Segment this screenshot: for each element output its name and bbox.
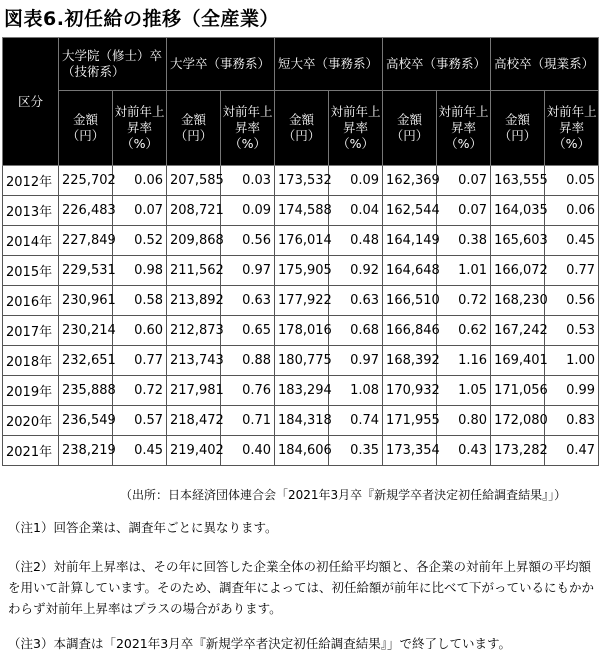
rate-cell: 1.05: [437, 376, 491, 406]
rate-header: 対前年上昇率（%）: [545, 91, 599, 166]
rate-cell: 0.99: [545, 376, 599, 406]
amount-cell: 166,510: [383, 286, 437, 316]
rate-cell: 0.56: [545, 286, 599, 316]
rate-cell: 0.07: [437, 166, 491, 196]
rate-cell: 0.97: [221, 256, 275, 286]
year-cell: 2020年: [3, 406, 59, 436]
group-header-high-school-field: 高校卒（現業系）: [491, 38, 599, 91]
rate-cell: 0.88: [221, 346, 275, 376]
year-cell: 2014年: [3, 226, 59, 256]
amount-cell: 229,531: [59, 256, 113, 286]
amount-header: 金額（円）: [383, 91, 437, 166]
amount-cell: 167,242: [491, 316, 545, 346]
amount-cell: 174,588: [275, 196, 329, 226]
rate-cell: 0.45: [113, 436, 167, 466]
amount-cell: 175,905: [275, 256, 329, 286]
rate-cell: 0.80: [437, 406, 491, 436]
amount-cell: 178,016: [275, 316, 329, 346]
note-3: （注3）本調査は「2021年3月卒『新規学卒者決定初任給調査結果』」で終了しています。: [8, 636, 511, 651]
amount-cell: 180,775: [275, 346, 329, 376]
amount-cell: 173,532: [275, 166, 329, 196]
rate-cell: 0.38: [437, 226, 491, 256]
rate-cell: 0.57: [113, 406, 167, 436]
table-row: [3, 436, 599, 466]
group-header-high-school-office: 高校卒（事務系）: [383, 38, 491, 91]
amount-cell: 170,932: [383, 376, 437, 406]
amount-header: 金額（円）: [275, 91, 329, 166]
amount-header: 金額（円）: [59, 91, 113, 166]
amount-cell: 166,072: [491, 256, 545, 286]
year-cell: 2013年: [3, 196, 59, 226]
rate-cell: 0.05: [545, 166, 599, 196]
rate-cell: 1.01: [437, 256, 491, 286]
amount-cell: 183,294: [275, 376, 329, 406]
year-cell: 2017年: [3, 316, 59, 346]
amount-cell: 171,056: [491, 376, 545, 406]
rate-cell: 1.00: [545, 346, 599, 376]
amount-cell: 207,585: [167, 166, 221, 196]
rate-cell: 0.60: [113, 316, 167, 346]
rate-header: 対前年上昇率（%）: [113, 91, 167, 166]
rate-cell: 0.52: [113, 226, 167, 256]
amount-header: 金額（円）: [167, 91, 221, 166]
note-1: （注1）回答企業は、調査年ごとに異なります。: [8, 520, 278, 535]
rate-cell: 0.56: [221, 226, 275, 256]
page-title: 図表6.初任給の推移（全産業）: [4, 8, 279, 30]
rate-cell: 0.07: [437, 196, 491, 226]
group-header-university: 大学卒（事務系）: [167, 38, 275, 91]
rate-cell: 0.77: [545, 256, 599, 286]
rate-cell: 0.06: [545, 196, 599, 226]
table-row: [3, 166, 599, 196]
rate-header: 対前年上昇率（%）: [221, 91, 275, 166]
amount-cell: 164,035: [491, 196, 545, 226]
table-row: [3, 316, 599, 346]
group-header-graduate: 大学院（修士）卒（技術系）: [59, 38, 167, 91]
amount-cell: 226,483: [59, 196, 113, 226]
amount-cell: 217,981: [167, 376, 221, 406]
amount-cell: 213,743: [167, 346, 221, 376]
amount-cell: 177,922: [275, 286, 329, 316]
year-cell: 2016年: [3, 286, 59, 316]
table-body: [3, 166, 599, 466]
amount-cell: 218,472: [167, 406, 221, 436]
rate-cell: 1.08: [329, 376, 383, 406]
amount-cell: 211,562: [167, 256, 221, 286]
amount-cell: 236,549: [59, 406, 113, 436]
rate-header: 対前年上昇率（%）: [437, 91, 491, 166]
rate-cell: 0.63: [329, 286, 383, 316]
rate-cell: 0.09: [221, 196, 275, 226]
rate-cell: 0.98: [113, 256, 167, 286]
table-row: [3, 376, 599, 406]
amount-cell: 163,555: [491, 166, 545, 196]
rate-cell: 0.35: [329, 436, 383, 466]
table-row: [3, 256, 599, 286]
amount-cell: 176,014: [275, 226, 329, 256]
rate-cell: 0.47: [545, 436, 599, 466]
amount-cell: 162,369: [383, 166, 437, 196]
rate-cell: 0.83: [545, 406, 599, 436]
rate-cell: 0.76: [221, 376, 275, 406]
year-cell: 2012年: [3, 166, 59, 196]
amount-cell: 173,282: [491, 436, 545, 466]
amount-cell: 168,230: [491, 286, 545, 316]
rate-cell: 0.97: [329, 346, 383, 376]
amount-cell: 164,648: [383, 256, 437, 286]
amount-cell: 169,401: [491, 346, 545, 376]
salary-table: [2, 37, 599, 466]
amount-cell: 166,846: [383, 316, 437, 346]
amount-header: 金額（円）: [491, 91, 545, 166]
rate-cell: 0.74: [329, 406, 383, 436]
rate-cell: 0.77: [113, 346, 167, 376]
table-row: [3, 196, 599, 226]
rate-cell: 0.07: [113, 196, 167, 226]
amount-cell: 172,080: [491, 406, 545, 436]
amount-cell: 165,603: [491, 226, 545, 256]
rate-cell: 0.62: [437, 316, 491, 346]
amount-cell: 230,961: [59, 286, 113, 316]
sub-header-row: [3, 91, 599, 166]
rate-cell: 0.63: [221, 286, 275, 316]
amount-cell: 173,354: [383, 436, 437, 466]
year-cell: 2018年: [3, 346, 59, 376]
amount-cell: 213,892: [167, 286, 221, 316]
rate-cell: 0.03: [221, 166, 275, 196]
table-row: [3, 226, 599, 256]
year-cell: 2015年: [3, 256, 59, 286]
table-row: [3, 286, 599, 316]
rate-cell: 0.58: [113, 286, 167, 316]
rate-cell: 0.65: [221, 316, 275, 346]
year-cell: 2019年: [3, 376, 59, 406]
rate-cell: 0.72: [113, 376, 167, 406]
group-header-junior-college: 短大卒（事務系）: [275, 38, 383, 91]
source-note: （出所：日本経済団体連合会「2021年3月卒『新規学卒者決定初任給調査結果』」）: [120, 488, 567, 502]
amount-cell: 235,888: [59, 376, 113, 406]
amount-cell: 238,219: [59, 436, 113, 466]
rate-cell: 0.68: [329, 316, 383, 346]
note-2: （注2）対前年上昇率は、その年に回答した企業全体の初任給平均額と、各企業の対前年上昇額の平均額を用いて計算しています。そのため、調査年によっては、初任給額が前年に比べて下がっているにもかかわらず対前年上昇率はプラスの場合があります。: [8, 559, 595, 616]
rate-cell: 0.04: [329, 196, 383, 226]
amount-cell: 212,873: [167, 316, 221, 346]
amount-cell: 230,214: [59, 316, 113, 346]
amount-cell: 208,721: [167, 196, 221, 226]
amount-cell: 184,606: [275, 436, 329, 466]
amount-cell: 209,868: [167, 226, 221, 256]
amount-cell: 184,318: [275, 406, 329, 436]
rate-cell: 0.72: [437, 286, 491, 316]
rate-cell: 0.45: [545, 226, 599, 256]
rate-header: 対前年上昇率（%）: [329, 91, 383, 166]
amount-cell: 227,849: [59, 226, 113, 256]
rate-cell: 0.53: [545, 316, 599, 346]
amount-cell: 219,402: [167, 436, 221, 466]
rate-cell: 1.16: [437, 346, 491, 376]
table-row: [3, 406, 599, 436]
table-row: [3, 346, 599, 376]
amount-cell: 162,544: [383, 196, 437, 226]
rate-cell: 0.09: [329, 166, 383, 196]
amount-cell: 225,702: [59, 166, 113, 196]
group-header-row: [3, 38, 599, 91]
row-header-cell: 区分: [3, 38, 59, 166]
rate-cell: 0.43: [437, 436, 491, 466]
rate-cell: 0.71: [221, 406, 275, 436]
rate-cell: 0.06: [113, 166, 167, 196]
amount-cell: 164,149: [383, 226, 437, 256]
rate-cell: 0.48: [329, 226, 383, 256]
amount-cell: 232,651: [59, 346, 113, 376]
amount-cell: 168,392: [383, 346, 437, 376]
rate-cell: 0.40: [221, 436, 275, 466]
rate-cell: 0.92: [329, 256, 383, 286]
year-cell: 2021年: [3, 436, 59, 466]
amount-cell: 171,955: [383, 406, 437, 436]
